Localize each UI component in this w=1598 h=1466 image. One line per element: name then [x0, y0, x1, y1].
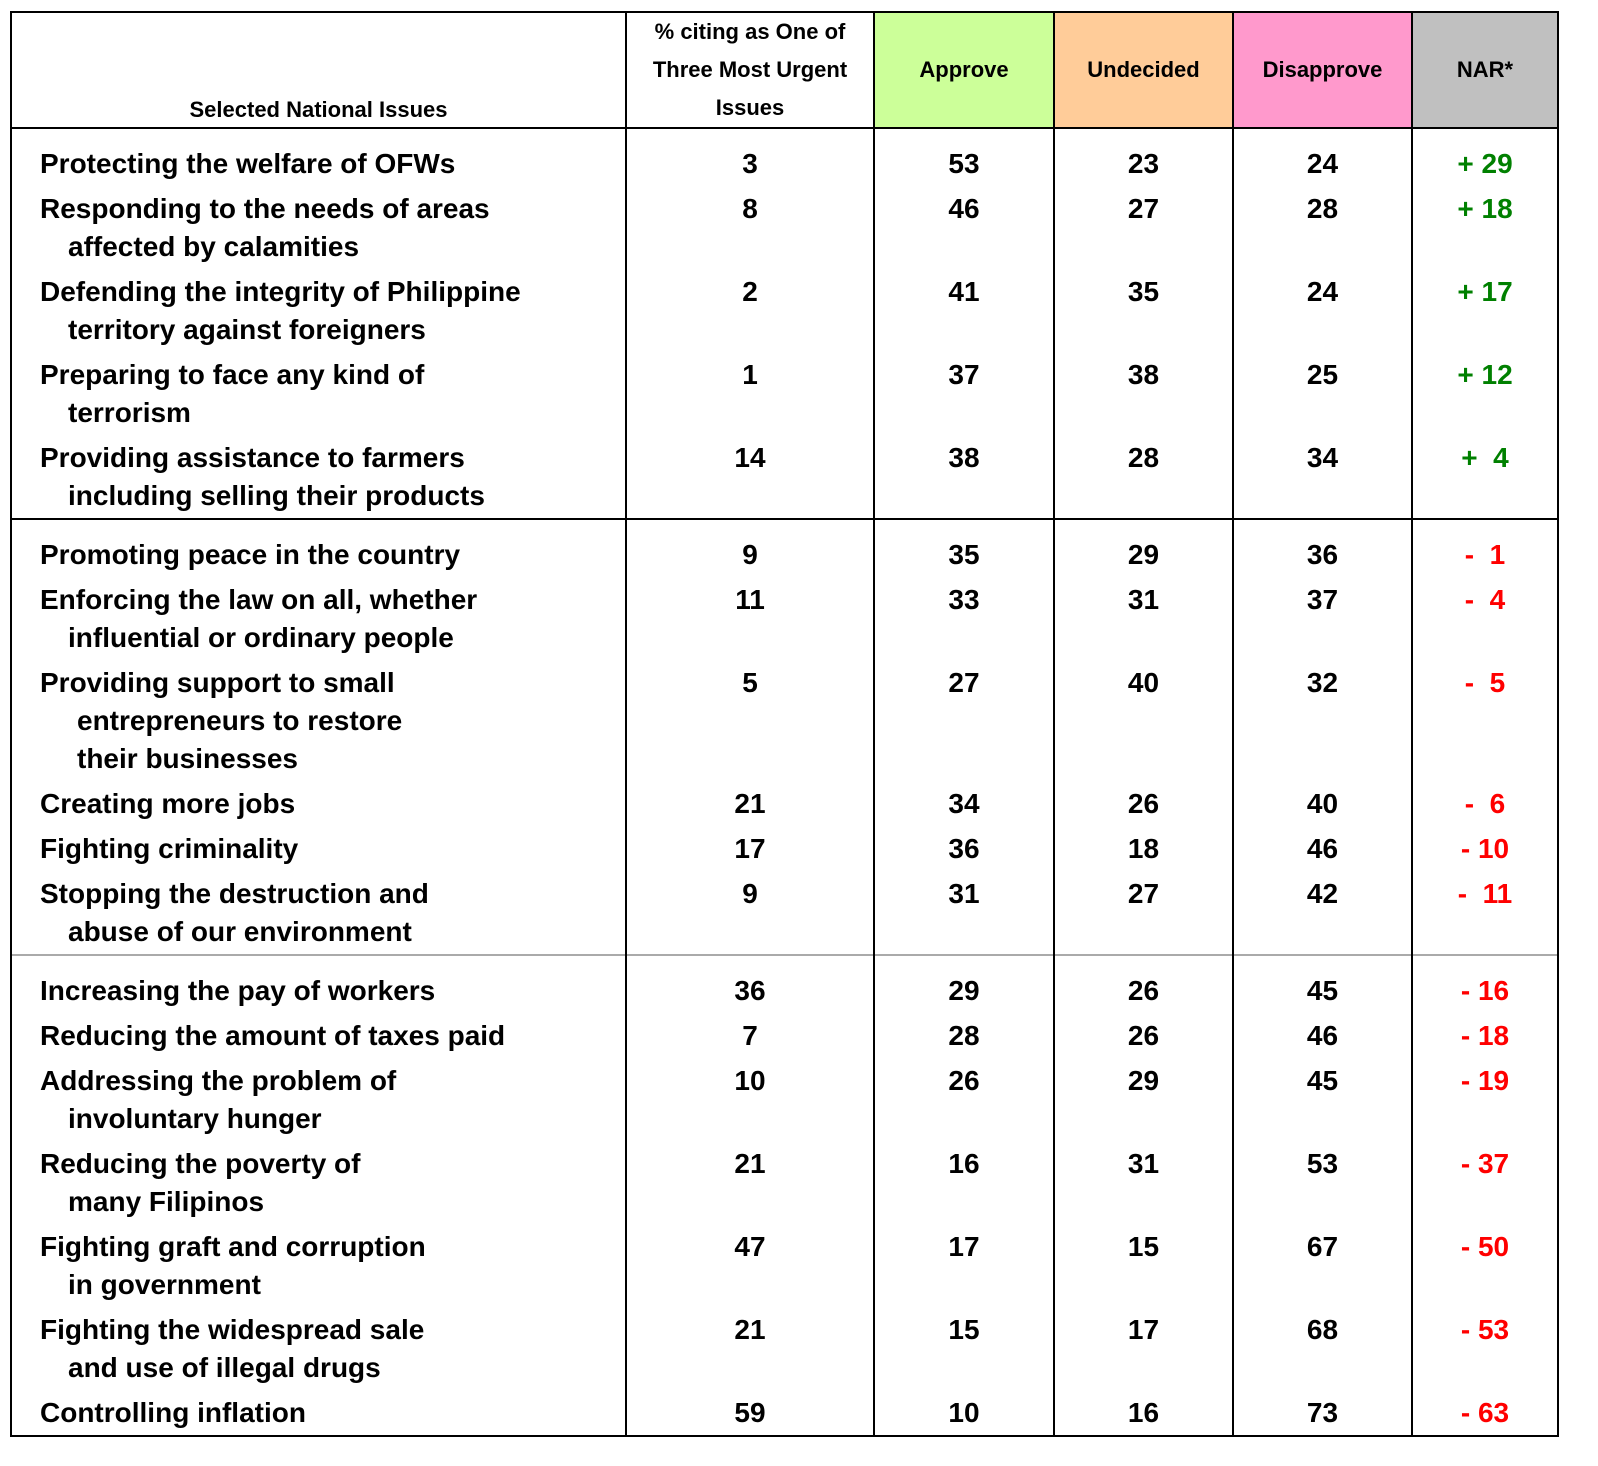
- header-pct: % citing as One of Three Most Urgent Issues: [626, 12, 874, 128]
- approve-cell: 31: [874, 875, 1054, 955]
- issue-cell: [11, 273, 626, 356]
- group-positive: [11, 128, 1558, 519]
- approve-cell: 27: [874, 664, 1054, 785]
- disapprove-cell: 40: [1233, 785, 1412, 830]
- undecided-cell: 40: [1054, 664, 1233, 785]
- disapprove-cell: 34: [1233, 439, 1412, 519]
- issue-line: Enforcing the law on all, whether: [40, 584, 478, 615]
- issue-line: involuntary hunger: [68, 1103, 322, 1134]
- table-row: [11, 1062, 1558, 1145]
- header-issue: Selected National Issues: [11, 12, 626, 128]
- nar-cell: - 4: [1412, 581, 1558, 664]
- undecided-cell: 29: [1054, 1062, 1233, 1145]
- nar-cell: - 10: [1412, 830, 1558, 875]
- approve-cell: 16: [874, 1145, 1054, 1228]
- issue-cell: [11, 1228, 626, 1311]
- undecided-cell: 26: [1054, 955, 1233, 1017]
- issue-line: Increasing the pay of workers: [40, 975, 436, 1006]
- issue-cell: [11, 190, 626, 273]
- approve-cell: 29: [874, 955, 1054, 1017]
- undecided-cell: 27: [1054, 190, 1233, 273]
- issue-cell: [11, 1017, 626, 1062]
- pct-cell: 36: [626, 955, 874, 1017]
- undecided-cell: 38: [1054, 356, 1233, 439]
- table-row: [11, 664, 1558, 785]
- issue-line: in government: [68, 1269, 261, 1300]
- table-row: [11, 439, 1558, 519]
- issue-line: Defending the integrity of Philippine: [40, 276, 521, 307]
- nar-cell: + 17: [1412, 273, 1558, 356]
- header-disapprove: Disapprove: [1233, 12, 1412, 128]
- approve-cell: 15: [874, 1311, 1054, 1394]
- group-negative: [11, 955, 1558, 1436]
- header-nar: NAR*: [1412, 12, 1558, 128]
- nar-cell: - 1: [1412, 519, 1558, 581]
- issue-line: their businesses: [77, 743, 298, 774]
- pct-cell: 14: [626, 439, 874, 519]
- nar-cell: - 5: [1412, 664, 1558, 785]
- approve-cell: 36: [874, 830, 1054, 875]
- issue-line: including selling their products: [68, 480, 485, 511]
- pct-cell: 59: [626, 1394, 874, 1436]
- issue-cell: [11, 830, 626, 875]
- undecided-cell: 31: [1054, 581, 1233, 664]
- table-row: [11, 1228, 1558, 1311]
- issue-line: territory against foreigners: [68, 314, 426, 345]
- disapprove-cell: 73: [1233, 1394, 1412, 1436]
- header-row: [11, 12, 1558, 128]
- approve-cell: 37: [874, 356, 1054, 439]
- approve-cell: 53: [874, 128, 1054, 190]
- pct-cell: 21: [626, 1311, 874, 1394]
- disapprove-cell: 32: [1233, 664, 1412, 785]
- undecided-cell: 35: [1054, 273, 1233, 356]
- undecided-cell: 29: [1054, 519, 1233, 581]
- table-row: [11, 955, 1558, 1017]
- issue-line: Responding to the needs of areas: [40, 193, 490, 224]
- table-row: [11, 875, 1558, 955]
- issue-cell: [11, 128, 626, 190]
- disapprove-cell: 46: [1233, 830, 1412, 875]
- issue-cell: [11, 1062, 626, 1145]
- undecided-cell: 15: [1054, 1228, 1233, 1311]
- issue-line: Reducing the amount of taxes paid: [40, 1020, 506, 1051]
- disapprove-cell: 37: [1233, 581, 1412, 664]
- approve-cell: 46: [874, 190, 1054, 273]
- undecided-cell: 27: [1054, 875, 1233, 955]
- issue-line: and use of illegal drugs: [68, 1352, 381, 1383]
- undecided-cell: 16: [1054, 1394, 1233, 1436]
- header-undecided: Undecided: [1054, 12, 1233, 128]
- table-row: [11, 830, 1558, 875]
- issue-line: Reducing the poverty of: [40, 1148, 361, 1179]
- issue-line: Promoting peace in the country: [40, 539, 461, 570]
- pct-cell: 9: [626, 519, 874, 581]
- pct-cell: 2: [626, 273, 874, 356]
- nar-cell: - 16: [1412, 955, 1558, 1017]
- approve-cell: 35: [874, 519, 1054, 581]
- issue-line: terrorism: [68, 397, 191, 428]
- nar-cell: + 18: [1412, 190, 1558, 273]
- disapprove-cell: 53: [1233, 1145, 1412, 1228]
- approve-cell: 28: [874, 1017, 1054, 1062]
- nar-cell: - 18: [1412, 1017, 1558, 1062]
- table-row: [11, 785, 1558, 830]
- issues-table: [10, 11, 1559, 1437]
- issue-cell: [11, 1145, 626, 1228]
- nar-cell: - 19: [1412, 1062, 1558, 1145]
- issue-cell: [11, 519, 626, 581]
- pct-cell: 17: [626, 830, 874, 875]
- issue-line: Controlling inflation: [40, 1397, 306, 1428]
- undecided-cell: 23: [1054, 128, 1233, 190]
- pct-cell: 21: [626, 785, 874, 830]
- issue-line: Providing support to small: [40, 667, 395, 698]
- pct-cell: 1: [626, 356, 874, 439]
- disapprove-cell: 24: [1233, 128, 1412, 190]
- pct-cell: 10: [626, 1062, 874, 1145]
- pct-cell: 7: [626, 1017, 874, 1062]
- approve-cell: 34: [874, 785, 1054, 830]
- issue-cell: [11, 356, 626, 439]
- table-row: [11, 1394, 1558, 1436]
- issue-line: influential or ordinary people: [68, 622, 454, 653]
- pct-cell: 9: [626, 875, 874, 955]
- disapprove-cell: 46: [1233, 1017, 1412, 1062]
- issue-line: Providing assistance to farmers: [40, 442, 465, 473]
- undecided-cell: 26: [1054, 785, 1233, 830]
- issue-cell: [11, 664, 626, 785]
- undecided-cell: 31: [1054, 1145, 1233, 1228]
- issue-line: Fighting criminality: [40, 833, 299, 864]
- approve-cell: 26: [874, 1062, 1054, 1145]
- issue-line: Fighting the widespread sale: [40, 1314, 425, 1345]
- pct-cell: 11: [626, 581, 874, 664]
- issue-cell: [11, 1394, 626, 1436]
- table-row: [11, 190, 1558, 273]
- nar-cell: - 50: [1412, 1228, 1558, 1311]
- disapprove-cell: 24: [1233, 273, 1412, 356]
- issue-cell: [11, 439, 626, 519]
- nar-cell: + 29: [1412, 128, 1558, 190]
- group-slightly-negative: [11, 519, 1558, 955]
- pct-cell: 8: [626, 190, 874, 273]
- issue-cell: [11, 955, 626, 1017]
- disapprove-cell: 28: [1233, 190, 1412, 273]
- nar-cell: - 63: [1412, 1394, 1558, 1436]
- disapprove-cell: 25: [1233, 356, 1412, 439]
- nar-cell: + 12: [1412, 356, 1558, 439]
- approve-cell: 38: [874, 439, 1054, 519]
- pct-cell: 21: [626, 1145, 874, 1228]
- disapprove-cell: 45: [1233, 1062, 1412, 1145]
- nar-cell: - 6: [1412, 785, 1558, 830]
- issue-line: entrepreneurs to restore: [77, 705, 403, 736]
- issue-line: Preparing to face any kind of: [40, 359, 425, 390]
- issue-line: Creating more jobs: [40, 788, 296, 819]
- disapprove-cell: 42: [1233, 875, 1412, 955]
- approve-cell: 17: [874, 1228, 1054, 1311]
- issue-line: Stopping the destruction and: [40, 878, 429, 909]
- disapprove-cell: 45: [1233, 955, 1412, 1017]
- table-row: [11, 1311, 1558, 1394]
- issue-cell: [11, 581, 626, 664]
- approve-cell: 10: [874, 1394, 1054, 1436]
- undecided-cell: 18: [1054, 830, 1233, 875]
- issue-line: Protecting the welfare of OFWs: [40, 148, 456, 179]
- disapprove-cell: 67: [1233, 1228, 1412, 1311]
- issue-line: abuse of our environment: [68, 916, 412, 947]
- nar-cell: - 37: [1412, 1145, 1558, 1228]
- undecided-cell: 17: [1054, 1311, 1233, 1394]
- nar-cell: - 53: [1412, 1311, 1558, 1394]
- issue-cell: [11, 785, 626, 830]
- undecided-cell: 26: [1054, 1017, 1233, 1062]
- disapprove-cell: 36: [1233, 519, 1412, 581]
- approve-cell: 33: [874, 581, 1054, 664]
- table-row: [11, 273, 1558, 356]
- pct-cell: 3: [626, 128, 874, 190]
- disapprove-cell: 68: [1233, 1311, 1412, 1394]
- nar-cell: - 11: [1412, 875, 1558, 955]
- issue-line: affected by calamities: [68, 231, 360, 262]
- undecided-cell: 28: [1054, 439, 1233, 519]
- table-row: [11, 581, 1558, 664]
- header-approve: Approve: [874, 12, 1054, 128]
- table-row: [11, 1017, 1558, 1062]
- approve-cell: 41: [874, 273, 1054, 356]
- issue-cell: [11, 1311, 626, 1394]
- issue-line: Addressing the problem of: [40, 1065, 397, 1096]
- table-row: [11, 356, 1558, 439]
- pct-cell: 47: [626, 1228, 874, 1311]
- issue-cell: [11, 875, 626, 955]
- table-row: [11, 519, 1558, 581]
- table-row: [11, 1145, 1558, 1228]
- pct-cell: 5: [626, 664, 874, 785]
- issue-line: many Filipinos: [68, 1186, 265, 1217]
- issue-line: Fighting graft and corruption: [40, 1231, 426, 1262]
- table-row: [11, 128, 1558, 190]
- nar-cell: + 4: [1412, 439, 1558, 519]
